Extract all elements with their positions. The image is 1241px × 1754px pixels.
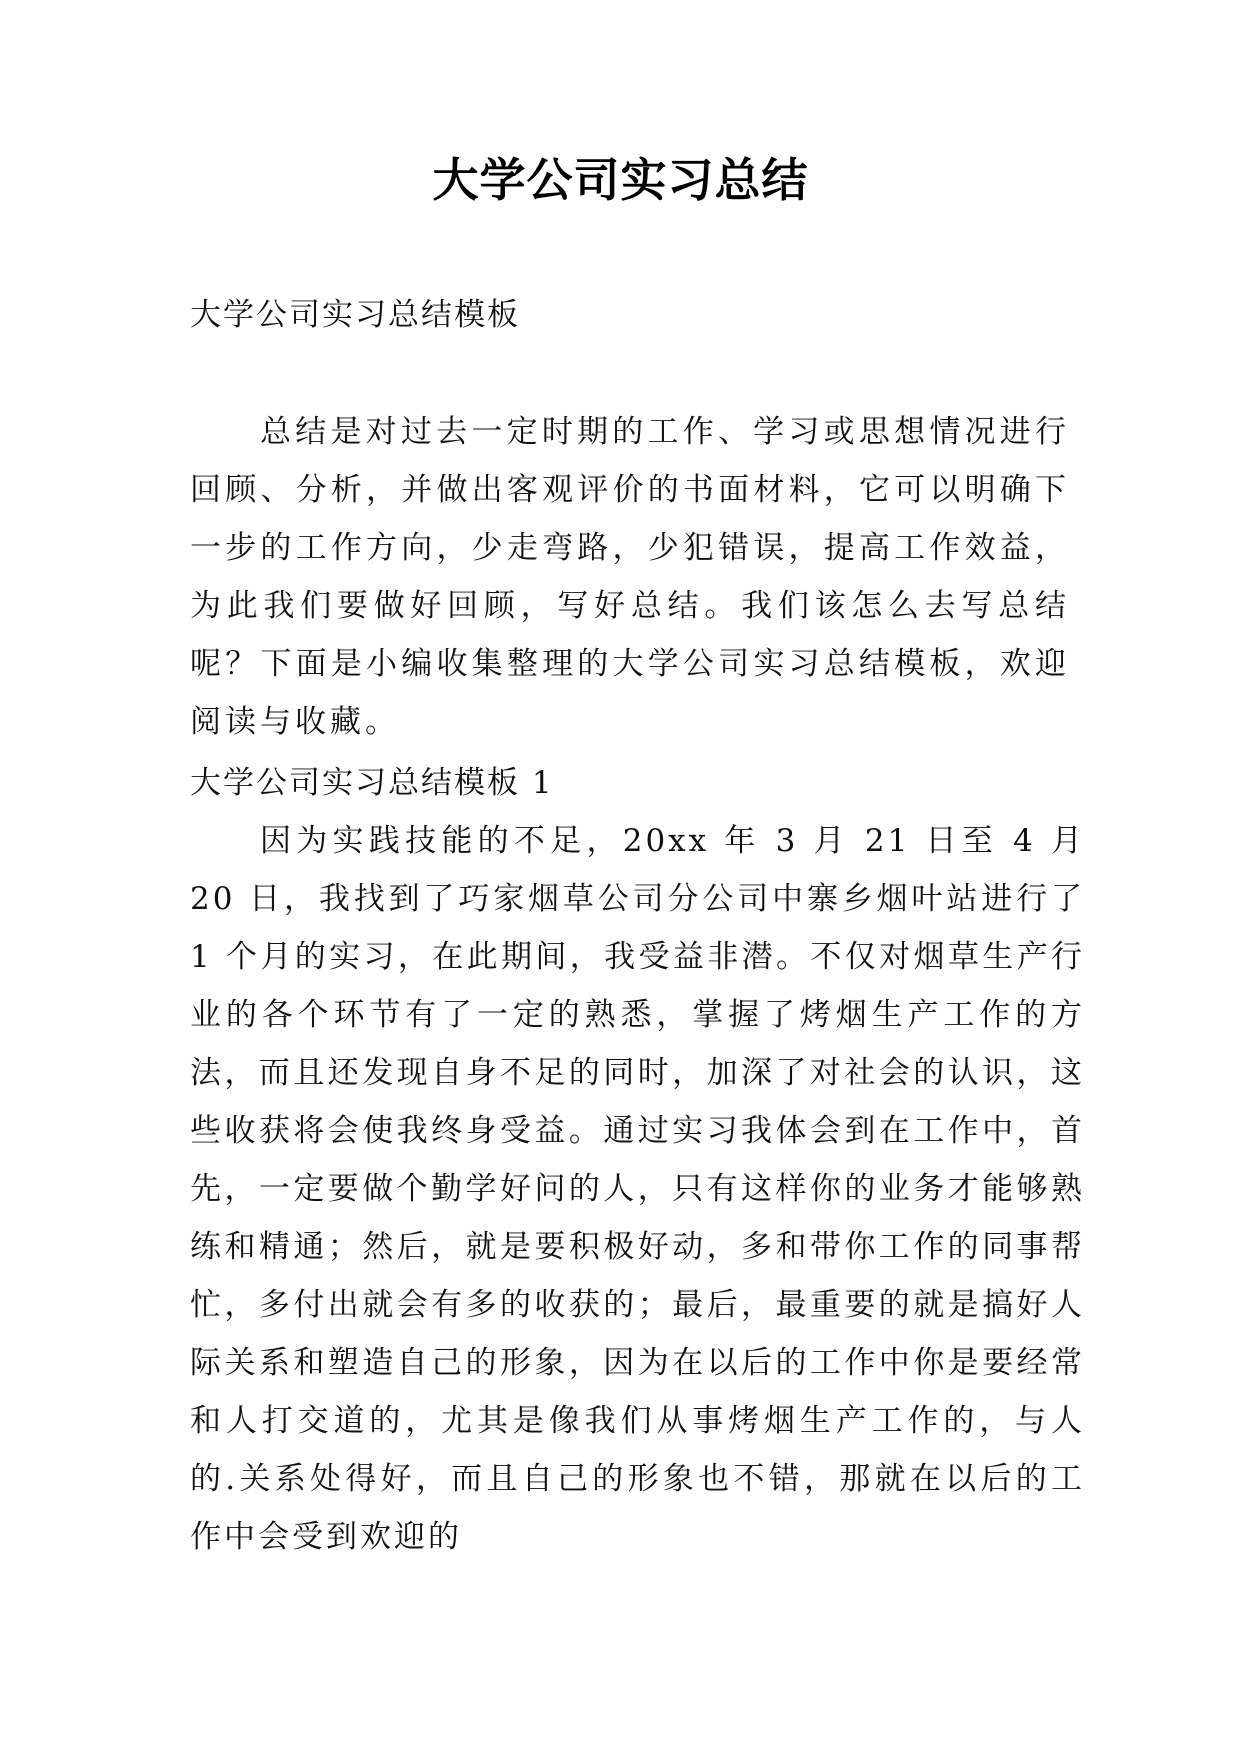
intro-paragraph: 总结是对过去一定时期的工作、学习或思想情况进行回顾、分析，并做出客观评价的书面材料，它可以明确下一步的工作方向，少走弯路，少犯错误，提高工作效益，为此我们要做好回顾，写好总结。我们该怎么去写总结呢？下面是小编收集整理的大学公司实习总结模板，欢迎阅读与收藏。 — [190, 414, 1070, 740]
document-subtitle: 大学公司实习总结模板 — [190, 297, 520, 333]
section-heading: 大学公司实习总结模板 1 — [190, 765, 554, 801]
section-paragraph: 因为实践技能的不足，20xx 年 3 月 21 日至 4 月 20 日，我找到了巧家烟草公司分公司中寨乡烟叶站进行了 1 个月的实习，在此期间，我受益非潜。不仅对烟草生产行业的各个环节有了一定的熟悉，掌握了烤烟生产工作的方法，而且还发现自身不足的同时，加深了对社会的认识，这些收获将会使我终身受益。通过实习我体会到在工作中，首先，一定要做个勤学好问的人，只有这样你的业务才能够熟练和精通；然后，就是要积极好动，多和带你工作的同事帮忙，多付出就会有多的收获的；最后，最重要的就是搞好人际关系和塑造自己的形象，因为在以后的工作中你是要经常和人打交道的，尤其是像我们从事烤烟生产工作的，与人的.关系处得好，而且自己的形象也不错，那就在以后的工作中会受到欢迎的 — [190, 823, 1085, 1555]
document-title: 大学公司实习总结 — [432, 153, 809, 207]
